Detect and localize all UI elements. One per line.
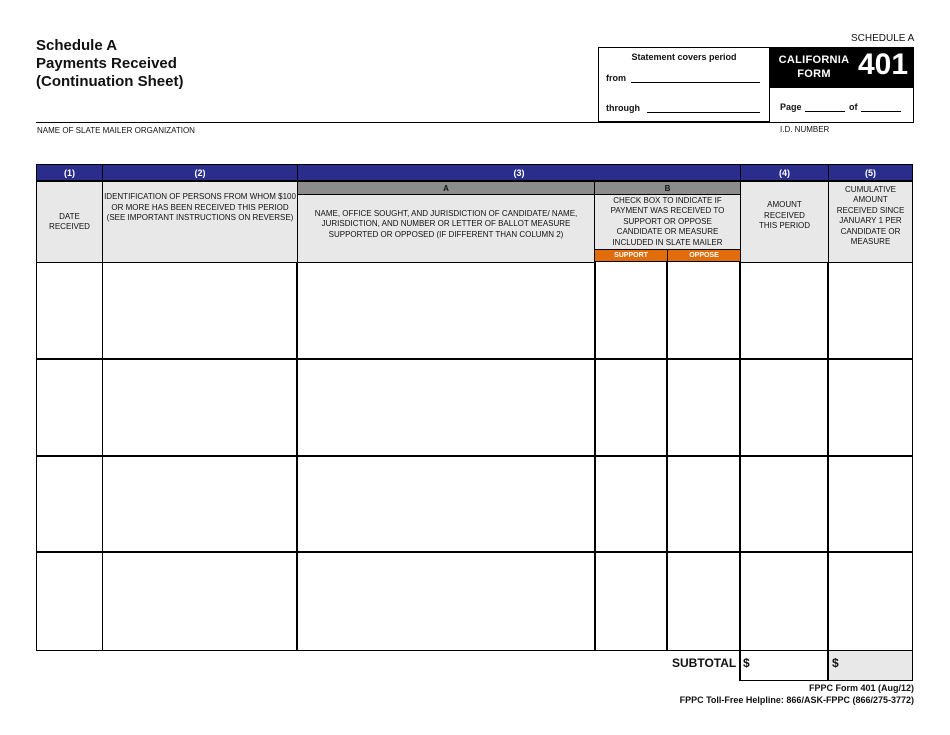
page-field[interactable] [805, 111, 845, 112]
oppose-label: OPPOSE [667, 249, 741, 262]
entry-2-oppose-checkbox[interactable] [668, 360, 738, 454]
id-number-label: I.D. NUMBER [780, 125, 830, 134]
form-badge-label [774, 53, 854, 81]
total-pages-field[interactable] [861, 111, 901, 112]
page-title [36, 37, 183, 91]
entry-3-cumulative[interactable] [829, 457, 912, 550]
page-label: Page [780, 102, 802, 112]
helpline-text: FPPC Toll-Free Helpline: 866/ASK-FPPC (866/275-3772) [679, 695, 914, 705]
state-name: CALIFORNIA [778, 54, 850, 66]
entry-3-date[interactable] [37, 457, 101, 550]
identification-header: IDENTIFICATION OF PERSONS FROM WHOM $100 OR MORE HAS BEEN RECEIVED THIS PERIOD (SEE IMPORTANT INSTRUCTIONS ON REVERSE) [102, 181, 298, 263]
form-number: 401 [858, 48, 909, 81]
subtotal-cumulative-field [828, 650, 913, 681]
support-oppose-header: CHECK BOX TO INDICATE IF PAYMENT WAS RECEIVED TO SUPPORT OR OPPOSE CANDIDATE OR MEASURE INCLUDED IN SLATE MAILER [594, 194, 741, 250]
from-field[interactable] [631, 82, 760, 83]
date-received-header: DATE RECEIVED [36, 181, 103, 263]
from-label: from [606, 73, 626, 83]
amount-received-header: AMOUNT RECEIVED THIS PERIOD [740, 181, 829, 263]
org-name-label: NAME OF SLATE MAILER ORGANIZATION [37, 126, 195, 135]
subtotal-label: SUBTOTAL [672, 656, 737, 670]
page-counter [770, 88, 914, 122]
col-number-5: (5) [828, 164, 913, 181]
column-3a-label: A [297, 181, 595, 195]
col-number-1: (1) [36, 164, 103, 181]
schedule-tag: SCHEDULE A [851, 33, 915, 44]
entry-1-date[interactable] [37, 263, 101, 357]
entry-2-cumulative[interactable] [829, 360, 912, 454]
entry-1-oppose-checkbox[interactable] [668, 263, 738, 357]
entry-4-cumulative[interactable] [829, 553, 912, 649]
subtotal-amount-currency: $ [743, 656, 750, 670]
entry-1-candidate-measure[interactable] [298, 263, 593, 357]
title-line-2: Payments Received [36, 55, 177, 72]
title-line-1: Schedule A [36, 37, 118, 54]
entry-4-oppose-checkbox[interactable] [668, 553, 738, 649]
subtotal-amount-field[interactable] [740, 650, 829, 681]
candidate-measure-header: NAME, OFFICE SOUGHT, AND JURISDICTION OF CANDIDATE/ NAME, JURISDICTION, AND NUMBER OR LETTER OF BALLOT MEASURE SUPPORTED OR OPPOSED (IF DIFFERENT THAN COLUMN 2) [297, 194, 595, 263]
form-word: FORM [797, 68, 831, 80]
col-number-2: (2) [102, 164, 298, 181]
entry-4-date[interactable] [37, 553, 101, 649]
entry-4-candidate-measure[interactable] [298, 553, 593, 649]
title-line-3: (Continuation Sheet) [36, 73, 184, 90]
of-label: of [849, 102, 858, 112]
form-identifier: FPPC Form 401 (Aug/12) [808, 683, 914, 693]
entry-3-oppose-checkbox[interactable] [668, 457, 738, 550]
entry-2-contributor[interactable] [103, 360, 295, 454]
entry-3-amount[interactable] [741, 457, 826, 550]
entry-2-candidate-measure[interactable] [298, 360, 593, 454]
entry-4-contributor[interactable] [103, 553, 295, 649]
col-number-4: (4) [740, 164, 829, 181]
entry-4-support-checkbox[interactable] [596, 553, 665, 649]
form-badge [770, 47, 914, 88]
entry-2-amount[interactable] [741, 360, 826, 454]
column-3b-label: B [594, 181, 741, 195]
entry-3-contributor[interactable] [103, 457, 295, 550]
cumulative-amount-header: CUMULATIVE AMOUNT RECEIVED SINCE JANUARY 1 PER CANDIDATE OR MEASURE [828, 181, 913, 263]
through-label: through [606, 103, 640, 113]
entry-1-contributor[interactable] [103, 263, 295, 357]
entry-3-candidate-measure[interactable] [298, 457, 593, 550]
entry-4-amount[interactable] [741, 553, 826, 649]
entry-3-support-checkbox[interactable] [596, 457, 665, 550]
period-heading: Statement covers period [631, 52, 737, 62]
through-field[interactable] [647, 112, 760, 113]
header-divider [36, 122, 914, 123]
entry-1-cumulative[interactable] [829, 263, 912, 357]
entry-2-date[interactable] [37, 360, 101, 454]
col-number-3: (3) [297, 164, 741, 181]
support-label: SUPPORT [594, 249, 668, 262]
entry-2-support-checkbox[interactable] [596, 360, 665, 454]
entry-1-support-checkbox[interactable] [596, 263, 665, 357]
subtotal-cumulative-currency: $ [832, 656, 839, 670]
entry-1-amount[interactable] [741, 263, 826, 357]
statement-period-box [598, 47, 770, 122]
